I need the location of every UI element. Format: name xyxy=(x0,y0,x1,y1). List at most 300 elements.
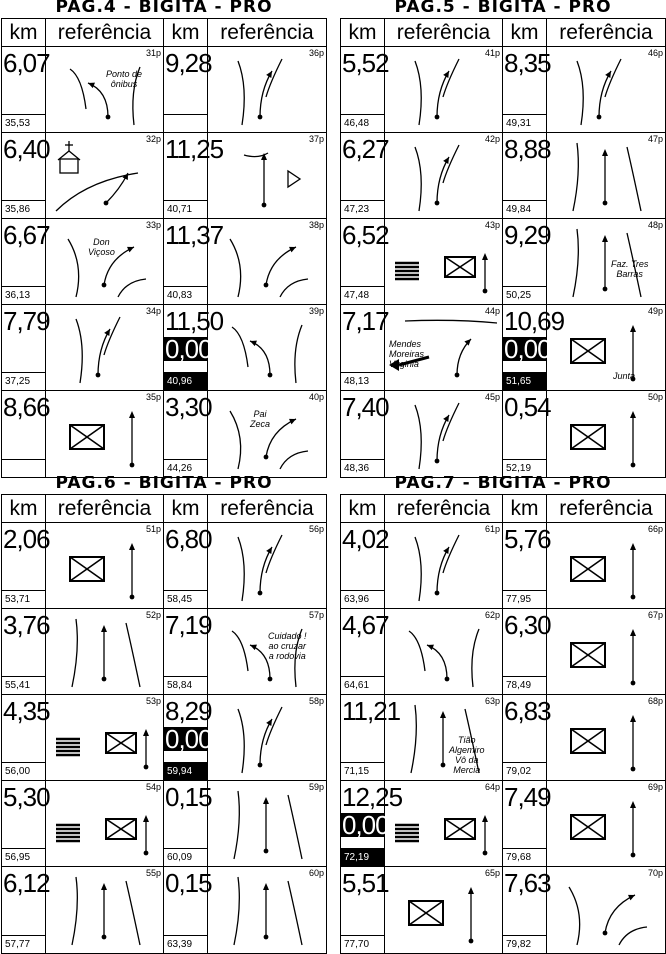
km-cell xyxy=(503,47,551,132)
partial-km: 11,50 xyxy=(165,306,224,336)
reference-cell xyxy=(46,133,164,218)
partial-km: 7,79 xyxy=(3,306,50,336)
km-blank xyxy=(2,641,45,665)
roadbook-table xyxy=(1,494,327,954)
point-number: 44p xyxy=(484,306,500,316)
km-blank xyxy=(503,813,546,837)
point-number: 33p xyxy=(145,220,161,230)
km-blank xyxy=(503,79,546,103)
reset-value: 0,00 xyxy=(165,334,212,364)
table-row xyxy=(341,133,665,219)
reference-cell xyxy=(208,219,326,304)
partial-km: 5,30 xyxy=(3,782,50,812)
reference-cell xyxy=(547,391,665,477)
table-row xyxy=(341,609,665,695)
km-cell xyxy=(164,133,224,218)
total-km: 64,61 xyxy=(341,676,384,694)
reference-cell xyxy=(385,781,503,866)
reference-note: Faz. Tres Barras xyxy=(611,259,649,279)
reference-header: referência xyxy=(46,495,164,522)
total-km: 35,86 xyxy=(2,200,45,218)
km-header: km xyxy=(341,495,385,522)
table-row xyxy=(2,609,326,695)
partial-km: 11,37 xyxy=(165,220,224,250)
reference-cell xyxy=(385,305,503,390)
total-km: 37,25 xyxy=(2,372,45,390)
table-row xyxy=(2,391,326,477)
total-km: 53,71 xyxy=(2,590,45,608)
table-header xyxy=(2,19,326,47)
total-km: 49,84 xyxy=(503,200,546,218)
km-cell xyxy=(503,867,551,953)
point-number: 32p xyxy=(145,134,161,144)
table-row xyxy=(341,219,665,305)
point-number: 47p xyxy=(647,134,663,144)
church-icon xyxy=(46,133,164,217)
partial-km: 6,30 xyxy=(504,610,551,640)
reference-cell xyxy=(385,609,503,694)
km-blank xyxy=(2,727,45,751)
partial-km: 3,76 xyxy=(3,610,50,640)
table-row xyxy=(2,305,326,391)
partial-km: 6,12 xyxy=(3,868,50,898)
reference-cell xyxy=(547,609,665,694)
reference-note: Pai Zeca xyxy=(250,409,271,429)
table-row xyxy=(2,867,326,953)
page-title: PAG.4 - BIGITA - PRO xyxy=(55,0,273,14)
reference-cell xyxy=(46,867,164,953)
page-title: PAG.6 - BIGITA - PRO xyxy=(55,476,273,490)
point-number: 40p xyxy=(308,392,324,402)
partial-km: 8,66 xyxy=(3,392,50,422)
table-row xyxy=(2,523,326,609)
point-number: 54p xyxy=(145,782,161,792)
km-blank xyxy=(341,251,384,275)
straight-arrow xyxy=(385,695,503,779)
reference-header: referência xyxy=(220,497,314,520)
km-cell xyxy=(2,391,50,477)
fork-arrow xyxy=(547,47,665,131)
reference-note: Junta xyxy=(613,371,636,381)
table-row xyxy=(341,781,665,867)
table-header xyxy=(2,495,326,523)
table-row xyxy=(341,391,665,477)
roadbook-table xyxy=(340,494,666,954)
table-row xyxy=(341,695,665,781)
km-cell xyxy=(164,219,224,304)
total-km: 36,13 xyxy=(2,286,45,304)
reference-cell xyxy=(547,867,665,953)
reference-cell xyxy=(208,609,326,694)
partial-km: 11,25 xyxy=(165,134,224,164)
reference-cell xyxy=(547,47,665,132)
total-km: 55,41 xyxy=(2,676,45,694)
curve-arrow xyxy=(547,867,665,951)
reference-cell xyxy=(547,523,665,608)
roadbook-table xyxy=(1,18,327,478)
table-row xyxy=(341,305,665,391)
table-row xyxy=(2,133,326,219)
partial-km: 9,28 xyxy=(165,48,212,78)
point-number: 43p xyxy=(484,220,500,230)
reference-note: Ponto de ônibus xyxy=(106,69,143,89)
reference-cell xyxy=(208,47,326,132)
km-blank xyxy=(341,337,384,361)
straight-arrow xyxy=(547,133,665,217)
fork-arrow xyxy=(385,391,503,475)
km-cell xyxy=(503,391,551,477)
reference-cell xyxy=(208,305,326,390)
roadbook-table xyxy=(340,18,666,478)
point-number: 64p xyxy=(484,782,500,792)
total-km: 79,02 xyxy=(503,762,546,780)
point-number: 38p xyxy=(308,220,324,230)
km-blank xyxy=(164,813,207,837)
reference-header: referência xyxy=(46,19,164,46)
km-cell xyxy=(2,305,50,390)
point-number: 50p xyxy=(647,392,663,402)
curve-left-arrow xyxy=(208,609,326,693)
km-cell xyxy=(2,867,50,953)
partial-km: 4,67 xyxy=(342,610,389,640)
box-icon xyxy=(46,391,164,475)
total-km: 78,49 xyxy=(503,676,546,694)
point-number: 52p xyxy=(145,610,161,620)
km-header: km xyxy=(2,19,46,46)
reference-header: referência xyxy=(559,497,653,520)
total-km: 40,83 xyxy=(164,286,207,304)
total-km: 56,95 xyxy=(2,848,45,866)
point-number: 66p xyxy=(647,524,663,534)
km-blank xyxy=(341,899,384,923)
fork-arrow xyxy=(208,523,326,607)
km-cell xyxy=(341,609,389,694)
straight-arrow xyxy=(208,781,326,865)
point-number: 46p xyxy=(647,48,663,58)
km-cell xyxy=(2,47,50,132)
km-blank xyxy=(164,251,207,275)
total-km: 50,25 xyxy=(503,286,546,304)
km-cell xyxy=(164,867,212,953)
partial-km: 10,69 xyxy=(504,306,565,336)
km-cell xyxy=(341,781,403,866)
point-number: 37p xyxy=(308,134,324,144)
km-header: km xyxy=(503,19,547,46)
point-number: 55p xyxy=(145,868,161,878)
partial-km: 5,52 xyxy=(342,48,389,78)
km-blank xyxy=(503,251,546,275)
point-number: 51p xyxy=(145,524,161,534)
partial-km: 5,51 xyxy=(342,868,389,898)
km-blank xyxy=(341,555,384,579)
km-cell xyxy=(2,781,50,866)
partial-km: 7,17 xyxy=(342,306,389,336)
km-blank xyxy=(164,165,207,189)
reference-cell xyxy=(46,781,164,866)
bridge-icon xyxy=(385,781,503,865)
km-blank xyxy=(503,641,546,665)
km-cell xyxy=(503,219,551,304)
reference-cell xyxy=(385,695,503,780)
triangle-icon xyxy=(208,133,326,217)
km-cell xyxy=(503,781,551,866)
km-blank xyxy=(164,423,207,447)
point-number: 68p xyxy=(647,696,663,706)
partial-km: 9,29 xyxy=(504,220,551,250)
box-icon xyxy=(547,523,665,607)
reference-cell xyxy=(547,305,665,390)
partial-km: 3,30 xyxy=(165,392,212,422)
reference-cell xyxy=(547,781,665,866)
box-icon xyxy=(547,391,665,475)
point-number: 70p xyxy=(647,868,663,878)
km-header: km xyxy=(164,495,208,522)
point-number: 67p xyxy=(647,610,663,620)
reference-cell xyxy=(385,391,503,477)
partial-km: 6,80 xyxy=(165,524,212,554)
point-number: 62p xyxy=(484,610,500,620)
partial-km: 12,25 xyxy=(342,782,403,812)
point-number: 36p xyxy=(308,48,324,58)
table-row xyxy=(2,219,326,305)
point-number: 49p xyxy=(647,306,663,316)
table-row xyxy=(341,47,665,133)
curve-left-arrow xyxy=(46,47,164,131)
km-header: km xyxy=(341,19,385,46)
point-number: 53p xyxy=(145,696,161,706)
partial-km: 8,88 xyxy=(504,134,551,164)
total-km: 35,53 xyxy=(2,114,45,132)
table-row xyxy=(341,523,665,609)
reference-cell xyxy=(385,219,503,304)
km-cell xyxy=(503,523,551,608)
km-blank xyxy=(341,727,384,751)
reset-value: 0,00 xyxy=(165,724,212,754)
reference-header: referência xyxy=(385,19,503,46)
box-icon xyxy=(46,523,164,607)
reference-cell xyxy=(547,219,665,304)
reset-badge xyxy=(164,724,212,754)
partial-km: 6,07 xyxy=(3,48,50,78)
reference-cell xyxy=(46,305,164,390)
reference-cell xyxy=(208,695,326,780)
curve-left-arrow xyxy=(385,609,503,693)
partial-km: 4,02 xyxy=(342,524,389,554)
partial-km: 11,21 xyxy=(342,696,401,726)
reset-value: 0,00 xyxy=(504,334,551,364)
km-cell xyxy=(164,695,212,780)
km-blank xyxy=(2,251,45,275)
table-header xyxy=(341,19,665,47)
total-km: 59,94 xyxy=(164,762,207,780)
partial-km: 7,40 xyxy=(342,392,389,422)
km-header: km xyxy=(503,495,547,522)
point-number: 35p xyxy=(145,392,161,402)
point-number: 59p xyxy=(308,782,324,792)
km-blank xyxy=(503,423,546,447)
curve-left-arrow xyxy=(208,305,326,389)
km-cell xyxy=(2,133,50,218)
reference-note: Mendes Moreiras Virginia xyxy=(389,339,425,369)
point-number: 48p xyxy=(647,220,663,230)
total-km: 44,26 xyxy=(164,459,207,477)
total-km: 46,48 xyxy=(341,114,384,132)
km-blank xyxy=(164,555,207,579)
total-km: 40,96 xyxy=(164,372,207,390)
reference-cell xyxy=(385,867,503,953)
reference-cell xyxy=(46,609,164,694)
partial-km: 0,54 xyxy=(504,392,551,422)
partial-km: 8,29 xyxy=(165,696,212,726)
km-cell xyxy=(341,867,389,953)
fork-arrow xyxy=(385,523,503,607)
km-cell xyxy=(2,219,50,304)
reference-cell xyxy=(385,133,503,218)
km-blank xyxy=(341,165,384,189)
partial-km: 4,35 xyxy=(3,696,50,726)
total-km: 79,68 xyxy=(503,848,546,866)
km-blank xyxy=(503,555,546,579)
partial-km: 6,67 xyxy=(3,220,50,250)
km-cell xyxy=(164,781,212,866)
curve-arrow xyxy=(46,219,164,303)
km-blank xyxy=(2,555,45,579)
km-cell xyxy=(503,695,551,780)
table-row xyxy=(2,695,326,781)
reference-header: referência xyxy=(220,21,314,44)
total-km: 48,36 xyxy=(341,459,384,477)
km-cell xyxy=(341,219,389,304)
partial-km: 7,63 xyxy=(504,868,551,898)
km-cell xyxy=(2,523,50,608)
point-number: 69p xyxy=(647,782,663,792)
reference-cell xyxy=(46,695,164,780)
km-blank xyxy=(503,899,546,923)
total-km: 77,95 xyxy=(503,590,546,608)
reference-cell xyxy=(46,47,164,132)
partial-km: 6,40 xyxy=(3,134,50,164)
km-cell xyxy=(341,523,389,608)
km-cell xyxy=(503,133,551,218)
box-icon xyxy=(547,609,665,693)
fork-arrow xyxy=(385,133,503,217)
total-km: 51,65 xyxy=(503,372,546,390)
table-row xyxy=(341,867,665,953)
total-km: 58,45 xyxy=(164,590,207,608)
point-number: 56p xyxy=(308,524,324,534)
partial-km: 6,27 xyxy=(342,134,389,164)
reference-cell xyxy=(208,523,326,608)
point-number: 65p xyxy=(484,868,500,878)
point-number: 31p xyxy=(145,48,161,58)
km-cell xyxy=(164,47,212,132)
km-cell xyxy=(164,523,212,608)
box-icon xyxy=(547,305,665,389)
partial-km: 0,15 xyxy=(165,868,212,898)
reference-cell xyxy=(385,523,503,608)
total-km: 57,77 xyxy=(2,935,45,953)
reference-cell xyxy=(46,219,164,304)
table-header xyxy=(341,495,665,523)
partial-km: 0,15 xyxy=(165,782,212,812)
km-cell xyxy=(503,305,565,390)
reference-cell xyxy=(208,867,326,953)
point-number: 39p xyxy=(308,306,324,316)
bridge-icon xyxy=(385,219,503,303)
box-icon xyxy=(547,695,665,779)
km-blank xyxy=(503,165,546,189)
point-number: 45p xyxy=(484,392,500,402)
reference-cell xyxy=(46,391,164,477)
km-cell xyxy=(341,391,389,477)
reference-cell xyxy=(385,47,503,132)
fork-arrow xyxy=(208,695,326,779)
km-blank xyxy=(2,899,45,923)
km-cell xyxy=(164,391,212,477)
curve-arrow xyxy=(208,391,326,475)
total-km: 47,48 xyxy=(341,286,384,304)
km-cell xyxy=(341,47,389,132)
reference-header: referência xyxy=(559,21,653,44)
total-km: 48,13 xyxy=(341,372,384,390)
km-cell xyxy=(2,695,50,780)
straight-arrow xyxy=(46,609,164,693)
point-number: 58p xyxy=(308,696,324,706)
point-number: 63p xyxy=(484,696,500,706)
total-km: 47,23 xyxy=(341,200,384,218)
table-row xyxy=(2,781,326,867)
total-km xyxy=(2,459,45,477)
km-blank xyxy=(2,79,45,103)
bridge-icon xyxy=(46,695,164,779)
km-header: km xyxy=(2,495,46,522)
total-km: 58,84 xyxy=(164,676,207,694)
reference-cell xyxy=(46,523,164,608)
point-number: 34p xyxy=(145,306,161,316)
curve-arrow xyxy=(208,219,326,303)
point-number: 60p xyxy=(308,868,324,878)
reference-header: referência xyxy=(385,495,503,522)
fork-arrow xyxy=(46,305,164,389)
km-blank xyxy=(164,79,207,103)
total-km: 71,15 xyxy=(341,762,384,780)
bridge-icon xyxy=(46,781,164,865)
km-blank xyxy=(2,337,45,361)
box-icon xyxy=(547,781,665,865)
km-blank xyxy=(2,423,45,447)
km-blank xyxy=(2,165,45,189)
reference-note: Tião Algemiro Vô da Mercia xyxy=(449,735,485,775)
total-km xyxy=(164,114,207,132)
point-number: 41p xyxy=(484,48,500,58)
reset-value: 0,00 xyxy=(342,810,389,840)
km-cell xyxy=(341,695,401,780)
total-km: 60,09 xyxy=(164,848,207,866)
reference-cell xyxy=(547,133,665,218)
reference-note: Cuidado ! ao cruzar a rodovia xyxy=(268,631,307,661)
partial-km: 5,76 xyxy=(504,524,551,554)
reset-badge xyxy=(503,334,551,364)
reference-note: Don Viçoso xyxy=(88,237,115,257)
total-km: 56,00 xyxy=(2,762,45,780)
total-km: 79,82 xyxy=(503,935,546,953)
reference-cell xyxy=(208,781,326,866)
total-km: 63,96 xyxy=(341,590,384,608)
fork-arrow xyxy=(385,47,503,131)
reference-cell xyxy=(547,695,665,780)
straight-arrow xyxy=(208,867,326,951)
km-blank xyxy=(164,899,207,923)
